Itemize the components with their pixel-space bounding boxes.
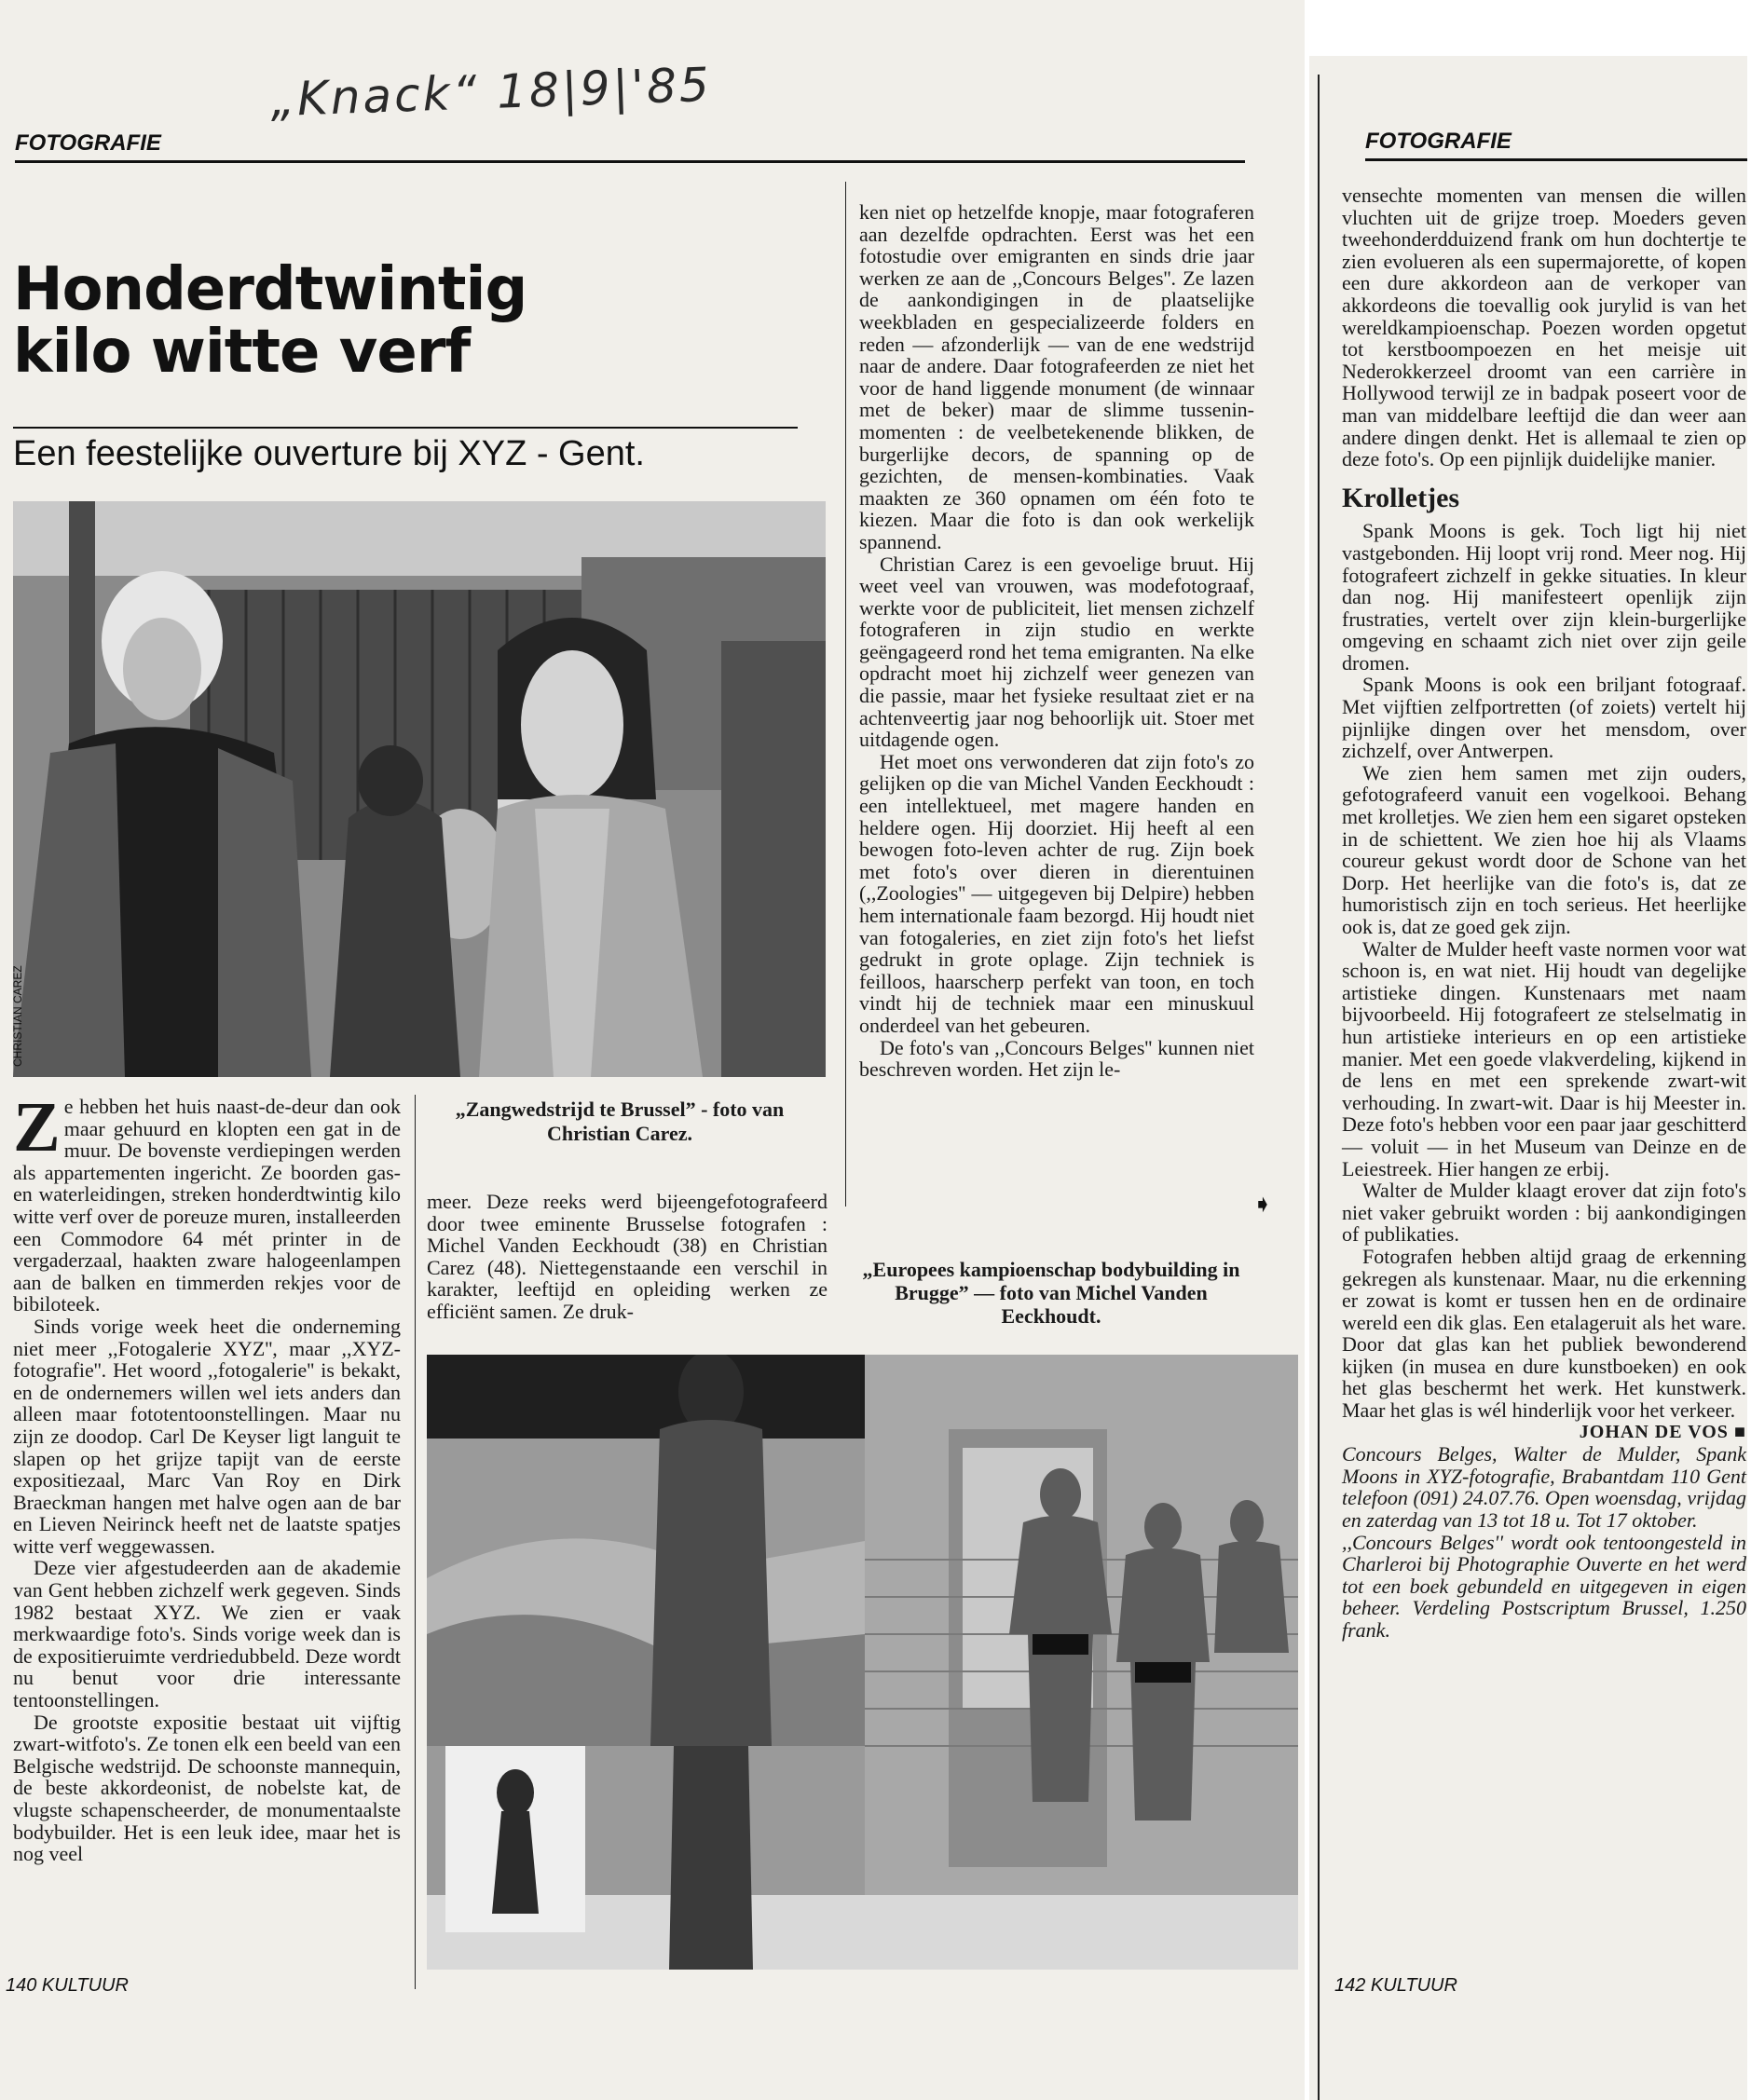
photo-bodybuilding-image: [427, 1355, 1298, 1970]
caption-photo-1: „Zangwedstrijd te Brussel” - foto van Christian Carez.: [455, 1098, 785, 1145]
article-column-2: [427, 1191, 828, 1323]
headline: [13, 255, 852, 388]
page-footer-left: 140 KULTUUR: [6, 1975, 129, 1996]
article-column-1: [13, 1088, 401, 1866]
photo-bodybuilding: [427, 1355, 1298, 1970]
photo-credit: CHRISTIAN CAREZ: [11, 965, 24, 1067]
paragraph: vensechte momenten van mensen die willen vluchten uit de grijze troep. Moeders geven tweehonderdduizend frank om hun dochtertje te zien evolueren als een supermajorette, of kopen een dure akkordeon aan de verkoper van akkordeons die toevallig ook jurylid is van het wereldkampioenschap. Poezen worden opgetut tot kerstboompoezen en het meisje uit Nederokkerzeel droomt van een carrière in Hollywood terwijl ze in badpak poseert voor de man van middelbare leeftijd die dan weer aan andere dingen denkt. Het is allemaal te zien op deze foto's. Op een pijnlijk duidelijke manier.: [1342, 184, 1746, 471]
paragraph: Spank Moons is gek. Toch ligt hij niet vastgebonden. Hij loopt vrij rond. Meer nog. Hij fotografeert zichzelf in gekke situaties. In kleur dan nog. Hij manifesteert openlijk zijn frustraties, vertelt over zijn klein-burgerlijke omgeving en schaamt zich niet over zijn geile dromen.: [1342, 519, 1746, 675]
info-paragraph: ,,Concours Belges'' wordt ook tentoongesteld in Charleroi bij Photographie Ouverte en het werd tot een boek gebundeld en uitgegeven in eigen beheer. Verdeling Postscriptum Brussel, 1.250 frank.: [1342, 1530, 1746, 1642]
paragraph: Walter de Mulder heeft vaste normen voor wat schoon is, en wat niet. Hij houdt van degelijke artistieke dingen. Kunstenaars met naam bijvoorbeeld. Hij fotografeert ze stelselmatig in hun artistieke interieurs en op een artistieke manier. Met een goede vlakverdeling, kijkend in de lens en met een sprekende zwart-wit verhouding. In zwart-wit. Daar is hij Meester in. Deze foto's hebben voor een paar jaar geschitterd — voluit — in het Museum van Deinze en de Leiestreek. Hier hangen ze erbij.: [1342, 936, 1746, 1180]
section-label-left: FOTOGRAFIE: [15, 130, 1245, 163]
paragraph: Het moet ons verwonderen dat zijn foto's zo gelijken op die van Michel Vanden Eeckhoudt : een intellektueel, met magere handen en heldere ogen. Hij doorziet. Hij heeft al een bewogen foto-leven achter de rug. Zijn boek met foto's over dieren in dierentuinen (,,Zoologies'' — uitgegeven bij Delpire) hebben hem internationale faam bezorgd. Hij houdt niet van fotogaleries, en ziet zijn foto's het liefst gedrukt in grote oplage. Zijn techniek is feilloos, haarscherp perfekt van toon, en toch vindt hij de techniek maar een minuskuul onderdeel van het gebeuren.: [859, 749, 1254, 1037]
page-footer-right: 142 KULTUUR: [1334, 1975, 1457, 1996]
column-rule: [415, 1095, 416, 1989]
handwritten-note: „Knack“ 18|9|'85: [269, 57, 713, 128]
paragraph: Fotografen hebben altijd graag de erkenning gekregen als kunstenaar. Maar, nu die erkenning er zowat is komt er tussen hen en de ordinaire wereld een dik glas. Een etalageruit als het ware. Door dat glas kan het publiek bewonderend kijken (in musea en dure kunstboeken) en ook het glas beschermt het werk. Het kunstwerk. Maar het glas is wél hinderlijk voor het verkeer.: [1342, 1244, 1746, 1423]
paragraph: ken niet op hetzelfde knopje, maar fotograferen aan dezelfde opdrachten. Eerst was het een fotostudie over emigranten en sinds drie jaar werken ze aan de ,,Concours Belges''. Ze lazen de aankondigingen in de plaatselijke weekbladen en gespecializeerde folders en reden — afzonderlijk — van de ene wedstrijd naar de andere. Daar fotografeerden ze niet het voor de hand liggende monument (de winnaar met de beker) maar de slimme tussenin-momenten : de veelbetekenende blikken, de burgerlijke decors, de spanning op de gezichten, de mensen-kombinaties. Vaak maakten ze 360 opnamen om één foto te kiezen. Maar die foto is dan ook werkelijk spannend.: [859, 200, 1254, 553]
headline-line-2: kilo witte verf: [13, 318, 471, 388]
paragraph: Christian Carez is een gevoelige bruut. Hij weet veel van vrouwen, was modefotograaf, werkte voor de publiciteit, liet mensen zichzelf fotograferen in zijn studio en werkte geëngageerd rond het tema emigranten. Na elke opdracht moet hij zichzelf weer genezen van die passie, maar het fysieke resultaat ziet er na achtenveertig jaar nog behoorlijk uit. Stoer met uitdagende ogen.: [859, 552, 1254, 752]
subheadline: Een feestelijke ouverture bij XYZ - Gent.: [13, 434, 645, 473]
paragraph: Ze hebben het huis naast-de-deur dan ook maar gehuurd en klopten een gat in de muur. De bovenste verdiepingen werden als appartementen ingericht. Ze boorden gas- en waterleidingen, streken honderdtwintig kilo witte verf over de poreuze muren, installeerden een Commodore 64 mét printer in de vergaderzaal, haakten zware halogeenlampen aan de balken en timmerden rekjes voor de bibiloteek.: [13, 1088, 401, 1316]
page-fold-line: [1318, 75, 1320, 2100]
caption-photo-2: „Europees kampioenschap bodybuilding in Brugge” — foto van Michel Vanden Eeckhoudt.: [862, 1258, 1240, 1328]
paragraph: De foto's van ,,Concours Belges'' kunnen niet beschreven worden. Het zijn le-: [859, 1035, 1254, 1082]
subtitle-krolletjes: Krolletjes: [1342, 482, 1460, 513]
author-signature: JOHAN DE VOS ■: [1579, 1421, 1746, 1442]
paragraph: Sinds vorige week heet die onderneming niet meer ,,Fotogalerie XYZ'', maar ,,XYZ-fotografie''. Het woord ,,fotogalerie'' is bekakt, en de ondernemers willen wel iets anders dan alleen maar fototentoonstellingen. Maar nu zijn ze doodop. Carl De Keyser ligt languit te slapen op het grijze tapijt van de eerste expositiezaal, Marc Van Roy en Dirk Braeckman hangen met halve ogen aan de bar en Lieven Neirinck heeft net de laatste spatjes witte verf weggewassen.: [13, 1314, 401, 1558]
paragraph: Deze vier afgestudeerden aan de akademie van Gent hebben zichzelf werk gegeven. Sinds 1982 bestaat XYZ. We zien er vaak merkwaardige foto's. Sinds vorige week dan is de expositieruimte verdriedubbeld. Deze wordt nu benut voor drie interessante tentoonstellingen.: [13, 1556, 401, 1712]
photo-zangwedstrijd-image: [13, 501, 826, 1077]
article-column-3: [859, 201, 1254, 1081]
paragraph: Walter de Mulder klaagt erover dat zijn foto's niet vaker gebruikt worden : bij aankondigingen of publikaties.: [1342, 1179, 1746, 1247]
paragraph: De grootste expositie bestaat uit vijftig zwart-witfoto's. Ze tonen elk een beeld van een Belgische wedstrijd. De schoonste mannequin, de beste akkordeonist, de nobelste kat, de vlugste schapenscheerder, de monumentaalste bodybuilder. Het is een leuk idee, maar het is nog veel: [13, 1710, 401, 1866]
article-column-4: [1342, 184, 1746, 1642]
dropcap: Z: [13, 1088, 61, 1166]
paragraph: Spank Moons is ook een briljant fotograaf. Met vijftien zelfportretten (of zoiets) vertelt hij pijnlijke dingen over het mensdom, over zichzelf, over Antwerpen.: [1342, 673, 1746, 763]
photo-zangwedstrijd: [13, 501, 826, 1077]
headline-line-1: Honderdtwintig: [13, 255, 527, 324]
headline-rule: [13, 427, 798, 429]
continue-arrow-icon: ➧: [1252, 1191, 1273, 1218]
paragraph: We zien hem samen met zijn ouders, gefotografeerd vanuit een vogelkooi. Behang met krolletjes. We zien hem een sigaret opsteken in de schiettent. We zien hoe hij als Vlaams coureur gekust wordt door de Schone van het Dorp. Het heerlijke van die foto's is, dat ze humoristisch zijn en toch serieus. Het heerlijke ook is, dat ze goed gek zijn.: [1342, 760, 1746, 938]
paragraph: meer. Deze reeks werd bijeengefotografeerd door twee eminente Brusselse fotografen : Michel Vanden Eeckhoudt (38) en Christian Carez (48). Niettegenstaande een verschil in karakter, leeftijd en opleiding werken ze efficiënt samen. Ze druk-: [427, 1190, 828, 1323]
info-paragraph: Concours Belges, Walter de Mulder, Spank Moons in XYZ-fotografie, Brabantdam 110 Gent telefoon (091) 24.07.76. Open woensdag, vrijdag en zaterdag van 13 tot 18 u. Tot 17 oktober.: [1342, 1442, 1746, 1533]
section-label-right: FOTOGRAFIE: [1365, 129, 1747, 161]
